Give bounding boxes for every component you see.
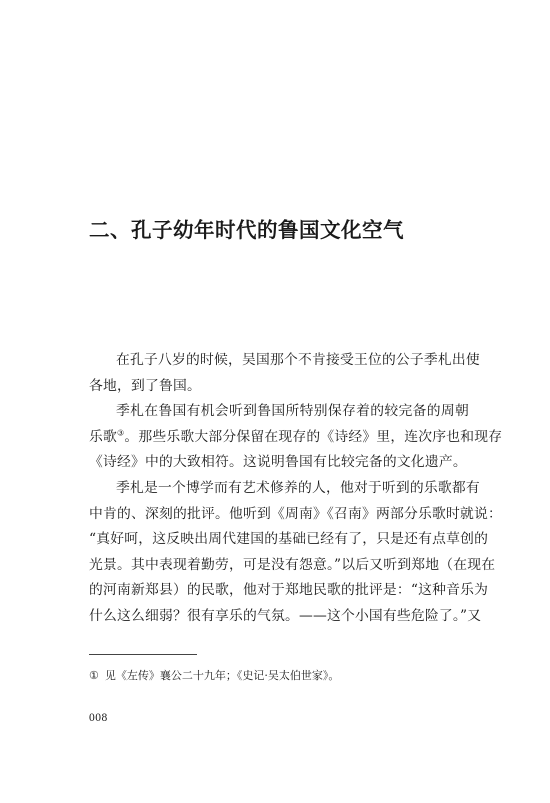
body-text xyxy=(89,348,503,630)
paragraph-3-line-6: 什么这么细弱？很有享乐的气氛。——这个小国有些危险了。”又 xyxy=(89,607,482,624)
footnote-text: 见《左传》襄公二十九年；《史记·吴太伯世家》。 xyxy=(104,669,340,682)
footnote-mark: ① xyxy=(89,669,99,682)
paragraph-3-line-3: “真好呵，这反映出周代建国的基础已经有了，只是还有点草创的 xyxy=(89,531,489,548)
paragraph-2-line-2-rest: 。那些乐歌大部分保留在现存的《诗经》里，连次序也和现存 xyxy=(124,428,503,445)
paragraph-3-line-5: 的河南新郑县）的民歌，他对于郑地民歌的批评是：“这种音乐为 xyxy=(89,582,489,599)
page-number: 008 xyxy=(89,712,108,724)
paragraph-1-line-2: 各地，到了鲁国。 xyxy=(89,377,201,394)
paragraph-3-line-2: 中肯的、深刻的批评。他听到《周南》《召南》两部分乐歌时就说： xyxy=(89,505,503,522)
paragraph-3-line-1: 季札是一个博学而有艺术修养的人，他对于听到的乐歌都有 xyxy=(116,479,480,496)
paragraph-2-line-1: 季札在鲁国有机会听到鲁国所特别保存着的较完备的周朝 xyxy=(116,403,469,420)
paragraph-2-line-2-start: 乐歌 xyxy=(89,428,117,445)
paragraph-3-line-4: 光景。其中表现着勤劳，可是没有怨意。”以后又听到郑地（在现在 xyxy=(89,556,496,573)
footnote-reference: ③ xyxy=(117,428,125,438)
footnote-divider xyxy=(89,654,197,655)
footnote xyxy=(89,667,339,683)
paragraph-2-line-2 xyxy=(89,425,503,451)
chapter-title: 二、孔子幼年时代的鲁国文化空气 xyxy=(89,218,404,242)
paragraph-1-line-1: 在孔子八岁的时候，吴国那个不肯接受王位的公子季札出使 xyxy=(116,352,480,368)
paragraph-2-line-3: 《诗经》中的大致相符。这说明鲁国有比较完备的文化遗产。 xyxy=(89,454,467,471)
